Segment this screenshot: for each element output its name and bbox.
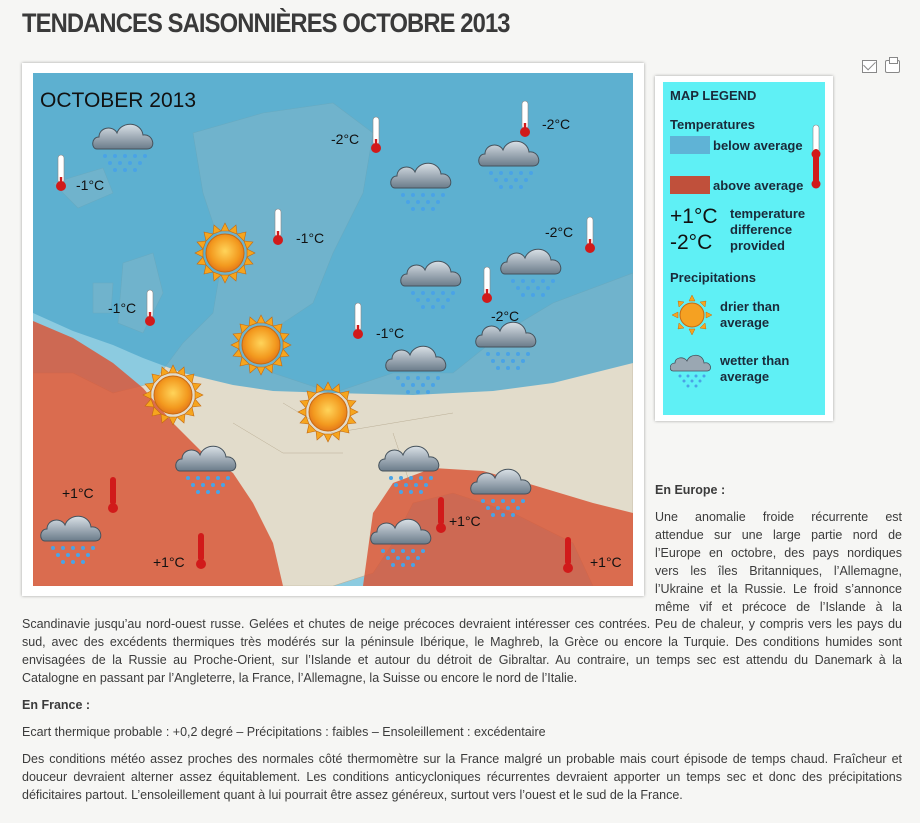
temp-label: -2°C [331,131,360,147]
thermometer-icon [810,148,822,190]
map-legend [663,82,825,415]
temp-label: +1°C [62,485,94,501]
article-line: attendue sur une large partie nord de [655,528,902,542]
map-title: OCTOBER 2013 [40,89,197,112]
legend-example-minus: -2°C [670,231,713,254]
article-line: Scandinavie jusqu’au nord-ouest russe. Gelées et chutes de neige précoces devraient intéresser ces contrées. Peu de chaleur, y compris vers les pays du [22,617,902,631]
temp-label: -1°C [376,325,405,341]
europe-intro [655,481,902,616]
legend-example [670,204,818,256]
article-line: envisagées de la Russie au Proche-Orient, sur l’Islande et autour du détroit de Gibraltar. Au contraire, un temps sec est attendu du Danemark à la [22,653,902,667]
legend-above-row [670,176,818,194]
legend-wetter-row [670,349,818,389]
france-summary: Ecart thermique probable : +0,2 degré – Précipitations : faibles – Ensoleillement : excédentaire [22,725,546,739]
article-line: sud, avec des excédents thermiques très modérés sur la péninsule Ibérique, le Maghreb, la Grèce ou encore la Turquie. Des conditions humides sont [22,635,902,649]
temp-label: +1°C [449,513,481,529]
article-line: Des conditions météo assez proches des normales côté thermomètre sur la France malgré un probable mais court épisode de temps chaud. Fraîcheur et [22,752,902,766]
temp-label: -2°C [545,224,574,240]
article-line: Catalogne en passant par l’Angleterre, la France, l’Allemagne, la Suisse ou encore le nord de l’Italie. [22,671,578,685]
legend-precipitations-heading: Precipitations [670,270,756,285]
article-line: l’Ukraine et la Russie. Le froid s’annonce [655,582,902,596]
legend-temperatures-heading: Temperatures [670,117,756,132]
article-line: douceur devraient alterner assez équitablement. Les conditions anticycloniques récurrentes devraient apporter un temps sec et donc des précipitations [22,770,902,784]
temp-label: +1°C [153,554,185,570]
article-line: l’Europe en octobre, des pays nordiques [655,546,902,560]
europe-paragraph [22,615,902,804]
legend-below: below average [713,137,803,153]
map-legend-frame [655,76,833,421]
rain-cloud-icon [670,349,714,389]
temp-label: -1°C [76,177,105,193]
legend-above: above average [713,177,804,193]
below-average-swatch [670,136,710,154]
france-heading: En France : [22,698,91,712]
article-tools [862,60,900,73]
printer-icon[interactable] [885,60,900,73]
legend-wetter: wetter than [720,353,790,368]
weather-map [33,73,633,586]
legend-wetter: average [720,369,770,384]
legend-drier-row [670,293,818,337]
article-line: déficitaires partout. L’ensoleillement quant à lui pourrait être assez généreux, surtout vers l’ouest et le sud de la France. [22,788,683,802]
article-line: Une anomalie froide récurrente est [655,510,902,524]
temp-label: -2°C [491,308,520,324]
legend-example-plus: +1°C [670,205,718,228]
legend-example-text: provided [730,238,785,253]
legend-drier: drier than [720,299,780,314]
page-title: TENDANCES SAISONNIÈRES OCTOBRE 2013 [22,8,510,38]
legend-below-row [670,136,818,154]
legend-title: MAP LEGEND [670,88,757,103]
article-line: même vif et précoce de l’Islande à la [655,600,902,614]
legend-example-text: difference [730,222,793,237]
legend-example-text: temperature [730,206,806,221]
temp-label: -1°C [108,300,137,316]
temp-label: -1°C [296,230,325,246]
article-line: vers les îles Britanniques, l’Allemagne, [655,564,902,578]
temp-label: -2°C [542,116,571,132]
above-average-swatch [670,176,710,194]
weather-map-frame [22,63,644,596]
temp-label: +1°C [590,554,622,570]
sun-icon [670,293,714,337]
legend-drier: average [720,315,770,330]
europe-heading: En Europe : [655,483,726,497]
envelope-icon[interactable] [862,60,877,73]
